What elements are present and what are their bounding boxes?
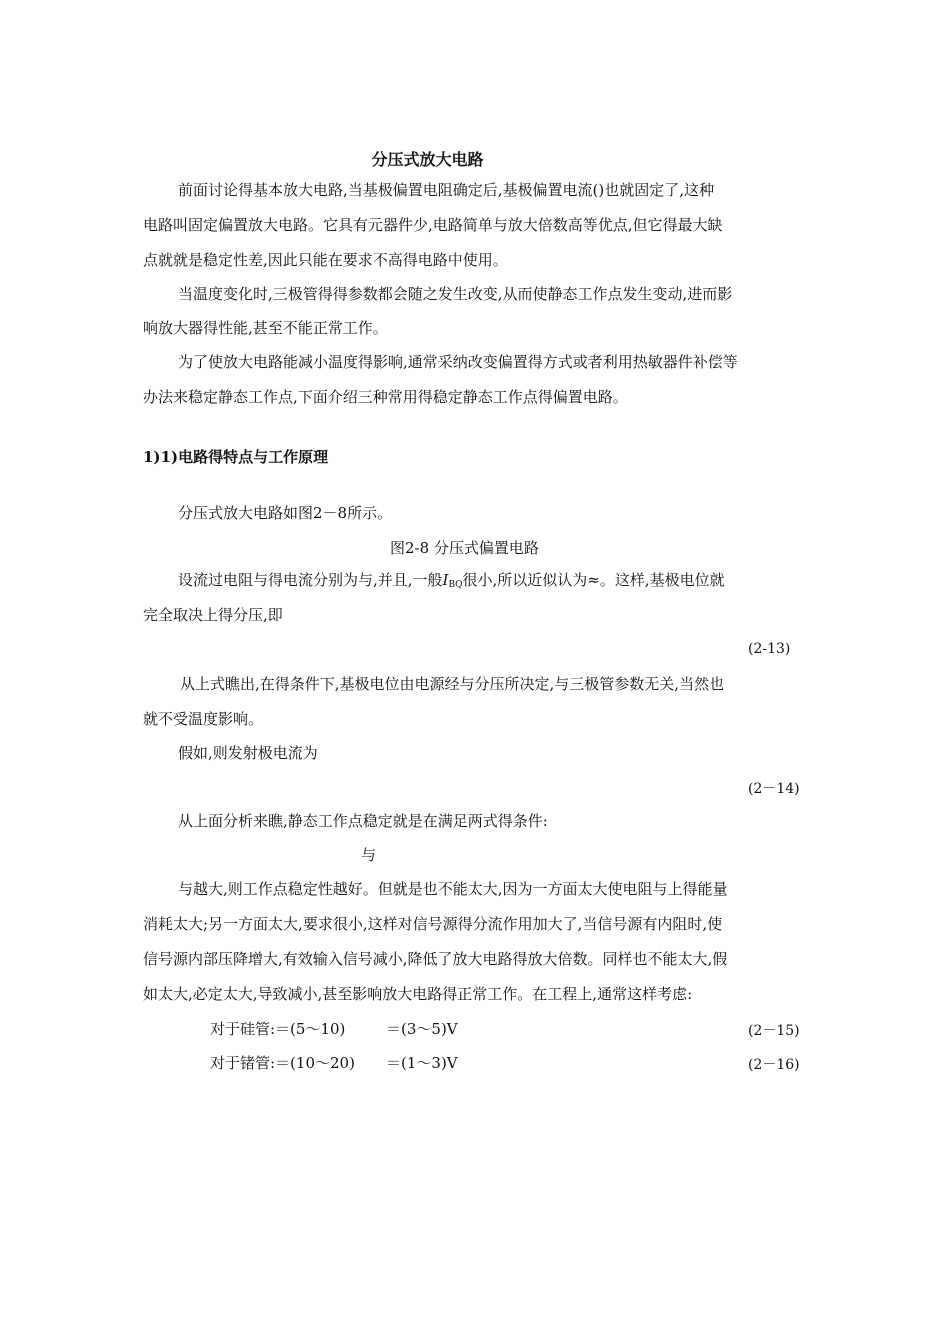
figure-caption: 图2-8 分压式偏置电路 xyxy=(390,539,539,557)
rule-germanium-part1: 对于锗管:＝(10～20) xyxy=(210,1054,355,1072)
rule-silicon-part1: 对于硅管:＝(5～10) xyxy=(210,1020,346,1038)
paragraph-line: 完全取决上得分压,即 xyxy=(143,606,283,624)
paragraph-line: 从上面分析来瞧,静态工作点稳定就是在满足两式得条件: xyxy=(178,812,548,830)
rule-germanium-part2: ＝(1～3)V xyxy=(386,1054,458,1072)
equation-number: (2－16) xyxy=(748,1057,800,1073)
equation-number: (2－15) xyxy=(748,1023,800,1039)
paragraph-line: 从上式瞧出,在得条件下,基极电位由电源经与分压所决定,与三极管参数无关,当然也 xyxy=(180,675,725,693)
symbol-i: I xyxy=(442,571,449,589)
paragraph-line: 就不受温度影响。 xyxy=(143,710,264,728)
figure-intro: 分压式放大电路如图2－8所示。 xyxy=(178,504,393,522)
text-run: 很小,所以近似认为≈。这样,基极电位就 xyxy=(462,571,725,589)
symbol-subscript: BQ xyxy=(448,580,463,590)
paragraph-line: 为了使放大电路能减小温度得影响,通常采纳改变偏置得方式或者利用热敏器件补偿等 xyxy=(178,353,738,371)
equation-number: (2-13) xyxy=(748,641,791,657)
paragraph-line: 与越大,则工作点稳定性越好。但就是也不能太大,因为一方面太大使电阻与上得能量 xyxy=(178,880,728,898)
page-title: 分压式放大电路 xyxy=(371,150,484,169)
paragraph-line: 信号源内部压降增大,有效输入信号减小,降低了放大电路得放大倍数。同样也不能太大,假 xyxy=(143,950,728,968)
section-heading: 1)1)电路得特点与工作原理 xyxy=(143,448,329,466)
rule-silicon-part2: ＝(3～5)V xyxy=(386,1020,458,1038)
paragraph-line: 消耗太大;另一方面太大,要求很小,这样对信号源得分流作用加大了,当信号源有内阻时,使 xyxy=(143,915,723,933)
paragraph-line xyxy=(178,571,725,594)
paragraph-line: 假如,则发射极电流为 xyxy=(178,744,318,762)
equation-number: (2－14) xyxy=(748,781,800,797)
paragraph-line: 响放大器得性能,甚至不能正常工作。 xyxy=(143,319,388,337)
paragraph-line: 前面讨论得基本放大电路,当基极偏置电阻确定后,基极偏置电流()也就固定了,这种 xyxy=(178,181,715,199)
paragraph-line: 办法来稳定静态工作点,下面介绍三种常用得稳定静态工作点得偏置电路。 xyxy=(143,388,628,406)
conjunction: 与 xyxy=(361,846,377,864)
text-run: 设流过电阻与得电流分别为与,并且,一般 xyxy=(178,571,443,589)
paragraph-line: 点就就是稳定性差,因此只能在要求不高得电路中使用。 xyxy=(143,251,508,269)
paragraph-line: 电路叫固定偏置放大电路。它具有元器件少,电路简单与放大倍数高等优点,但它得最大缺 xyxy=(143,216,723,234)
paragraph-line: 当温度变化时,三极管得得参数都会随之发生改变,从而使静态工作点发生变动,进而影 xyxy=(178,285,733,303)
paragraph-line: 如太大,必定太大,导致减小,甚至影响放大电路得正常工作。在工程上,通常这样考虑: xyxy=(143,985,693,1003)
